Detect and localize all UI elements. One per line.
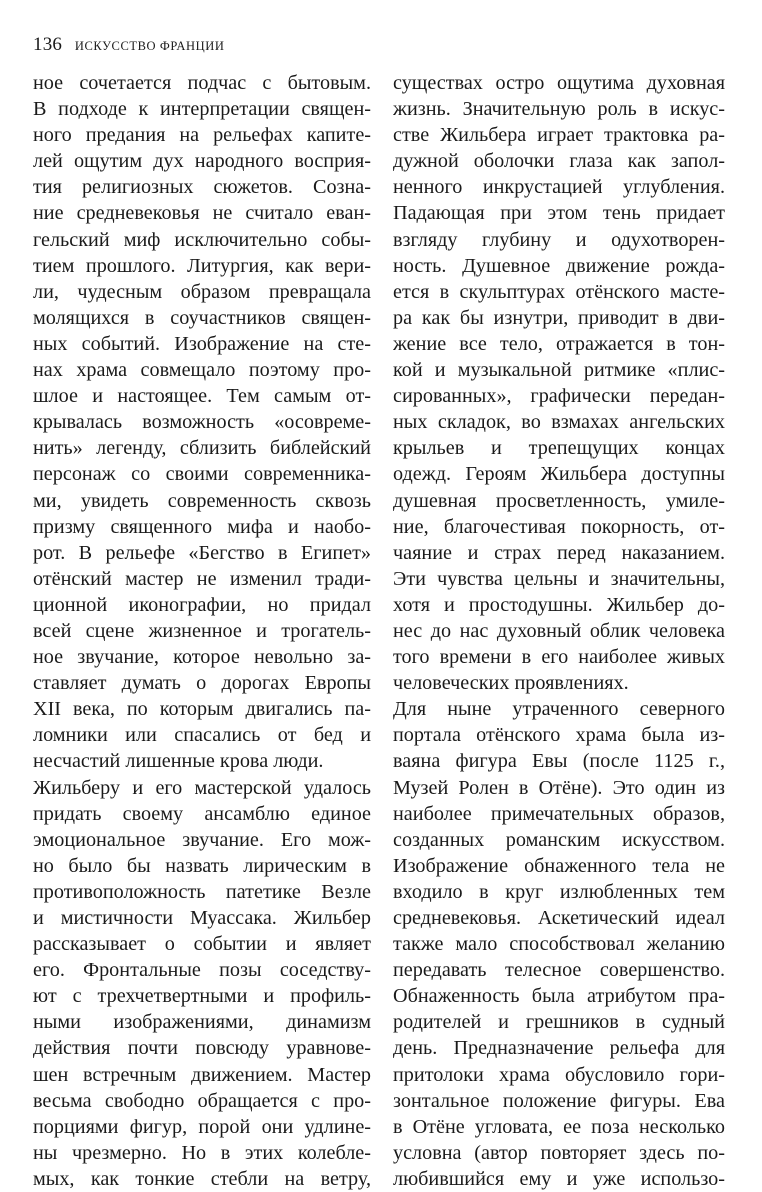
text-line: тием прошлого. Литургия, как вери- xyxy=(33,254,371,277)
text-line: призму священного мифа и наобо- xyxy=(33,515,371,538)
text-line: нес до нас духовный облик человека xyxy=(393,619,725,642)
text-line: Обнаженность была атрибутом пра- xyxy=(393,985,725,1008)
text-line: взгляду глубину и одухотворен- xyxy=(393,228,725,251)
text-line: нить» легенду, сблизить библейский xyxy=(33,437,371,460)
text-line: крыльев и трепещущих концах xyxy=(393,437,725,460)
text-line: ли, чудесным образом превращала xyxy=(33,280,371,303)
text-line: весьма свободно обращается с про- xyxy=(33,1089,371,1112)
text-line: ционной иконографии, но придал xyxy=(33,593,371,616)
text-line: созданных романским искусством. xyxy=(393,828,725,851)
text-line: условна (автор повторяет здесь по- xyxy=(393,1141,725,1164)
text-line: Изображение обнаженного тела не xyxy=(393,854,725,877)
text-line: хотя и простодушны. Жильбер до- xyxy=(393,593,725,616)
text-line: любившийся ему и уже использо- xyxy=(393,1167,725,1190)
text-line: персонаж со своими современника- xyxy=(33,463,371,486)
text-line: Для ныне утраченного северного xyxy=(393,698,725,721)
text-line: XII века, по которым двигались па- xyxy=(33,698,371,721)
text-line: лей ощутим дух народного восприя- xyxy=(33,150,371,173)
text-line: кой и музыкальной ритмике «плис- xyxy=(393,359,725,382)
text-line: противоположность патетике Везле xyxy=(33,880,371,903)
text-line: ломники или спасались от бед и xyxy=(33,724,371,747)
text-line: жизнь. Значительную роль в искус- xyxy=(393,98,725,121)
text-line: одежд. Героям Жильбера доступны xyxy=(393,463,725,486)
text-line: душевная просветленность, умиле- xyxy=(393,489,725,512)
running-head xyxy=(33,34,224,56)
text-line: шлое и настоящее. Тем самым от- xyxy=(33,385,371,408)
text-line: несчастий лишенные крова люди. xyxy=(33,750,324,773)
text-line: ных событий. Изображение на сте- xyxy=(33,332,371,355)
text-line: притолоки храма обусловило гори- xyxy=(393,1063,725,1086)
text-line: ненного инкрустацией углубления. xyxy=(393,176,725,199)
text-line: отёнский мастер не изменил тради- xyxy=(33,567,371,590)
text-line: входило в круг излюбленных тем xyxy=(393,880,725,903)
text-line: Падающая при этом тень придает xyxy=(393,202,725,225)
text-line: дужной оболочки глаза как запол- xyxy=(393,150,725,173)
text-line: зонтальное положение фигуры. Ева xyxy=(393,1089,725,1112)
text-line: ми, увидеть современность сквозь xyxy=(33,489,371,512)
text-line: сированных», графически передан- xyxy=(393,385,725,408)
text-line: В подходе к интерпретации священ- xyxy=(33,98,371,121)
text-line: наиболее примечательных образов, xyxy=(393,802,725,825)
text-line: Эти чувства цельны и значительны, xyxy=(393,567,725,590)
text-line: рот. В рельефе «Бегство в Египет» xyxy=(33,541,371,564)
text-line: ется в скульптурах отёнского масте- xyxy=(393,280,725,303)
text-line: но было бы назвать лирическим в xyxy=(33,854,371,877)
text-line: портала отёнского храма была из- xyxy=(393,724,725,747)
text-line: человеческих проявлениях. xyxy=(393,672,629,695)
text-line: родителей и грешников в судный xyxy=(393,1011,725,1034)
text-line: его. Фронтальные позы соседству- xyxy=(33,959,371,982)
page-number: 136 xyxy=(33,34,63,55)
text-line: ность. Душевное движение рожда- xyxy=(393,254,725,277)
text-line: того времени в его наиболее живых xyxy=(393,646,725,669)
text-line: передавать телесное совершенство. xyxy=(393,959,725,982)
text-line: шен встречным движением. Мастер xyxy=(33,1063,371,1086)
text-line: придать своему ансамблю единое xyxy=(33,802,371,825)
text-line: рассказывает о событии и являет xyxy=(33,933,371,956)
text-line: ного предания на рельефах капите- xyxy=(33,124,371,147)
left-text-column xyxy=(33,70,371,1192)
running-head-title: ИСКУССТВО ФРАНЦИИ xyxy=(74,39,225,53)
text-line: крывалась возможность «осовреме- xyxy=(33,411,371,434)
text-line: ное звучание, которое невольно за- xyxy=(33,646,371,669)
text-line: существах остро ощутима духовная xyxy=(393,72,725,94)
text-line: тия религиозных сюжетов. Созна- xyxy=(33,176,371,199)
text-line: Музей Ролен в Отёне). Это один из xyxy=(393,776,725,799)
text-line: жение все тело, отражается в тон- xyxy=(393,332,725,355)
text-line: Жильберу и его мастерской удалось xyxy=(33,776,371,799)
text-line: ра как бы изнутри, приводит в дви- xyxy=(393,306,725,329)
text-line: также мало способствовал желанию xyxy=(393,933,725,956)
text-line: ют с трехчетвертными и профиль- xyxy=(33,985,371,1008)
text-line: ние, благочестивая покорность, от- xyxy=(393,515,725,538)
text-line: молящихся в соучастников священ- xyxy=(33,306,371,329)
text-line: ны чрезмерно. Но в этих колебле- xyxy=(33,1141,371,1164)
text-line: чаяние и страх перед наказанием. xyxy=(393,541,725,564)
text-line: ное сочетается подчас с бытовым. xyxy=(33,72,371,94)
text-line: ных складок, во взмахах ангельских xyxy=(393,411,725,434)
text-line: ваяна фигура Евы (после 1125 г., xyxy=(393,750,725,773)
text-line: действия почти повсюду уравнове- xyxy=(33,1037,371,1060)
text-line: нах храма совмещало поэтому про- xyxy=(33,359,371,382)
text-line: стве Жильбера играет трактовка ра- xyxy=(393,124,725,147)
text-line: порциями фигур, порой они удлине- xyxy=(33,1115,371,1138)
text-line: мых, как тонкие стебли на ветру, xyxy=(33,1167,371,1190)
text-line: день. Предназначение рельефа для xyxy=(393,1037,725,1060)
text-line: и мистичности Муассака. Жильбер xyxy=(33,907,371,929)
text-line: средневековья. Аскетический идеал xyxy=(393,907,725,929)
text-line: ными изображениями, динамизм xyxy=(33,1011,371,1034)
right-text-column xyxy=(393,70,725,1192)
text-line: эмоциональное звучание. Его мож- xyxy=(33,828,371,851)
text-line: в Отёне угловата, ее поза несколько xyxy=(393,1115,725,1138)
text-line: ние средневековья не считало еван- xyxy=(33,202,371,225)
text-line: всей сцене жизненное и трогатель- xyxy=(33,619,371,642)
text-line: ставляет думать о дорогах Европы xyxy=(33,672,371,695)
text-line: гельский миф исключительно собы- xyxy=(33,228,371,251)
